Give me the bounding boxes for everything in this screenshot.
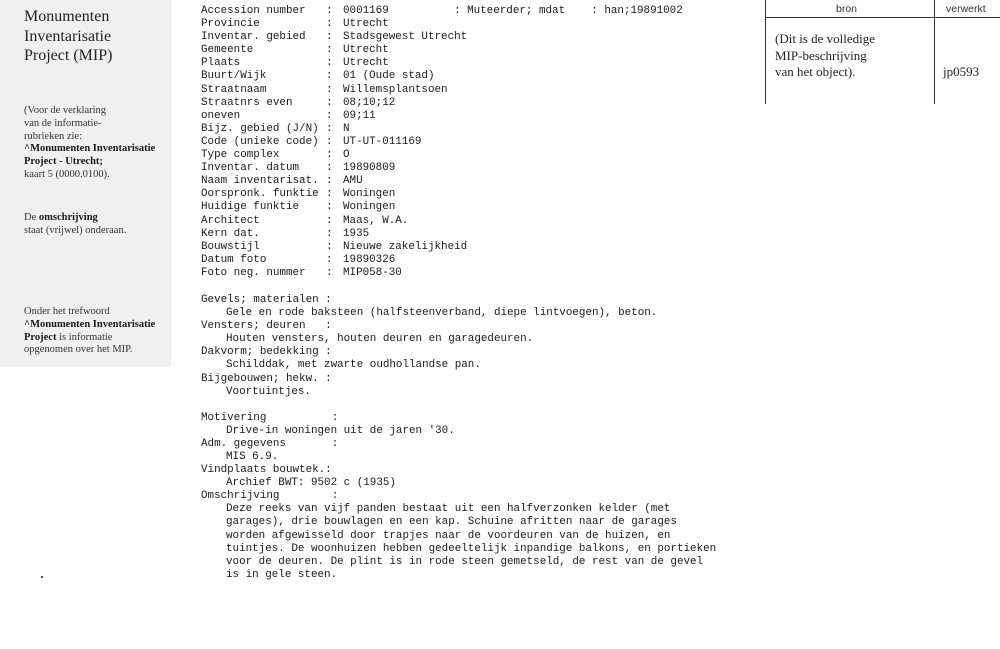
section-text-line: Archief BWT: 9502 c (1935)	[226, 477, 396, 490]
field-label: Code (unieke code)	[201, 135, 319, 148]
section-heading: Adm. gegevens :	[201, 437, 339, 450]
field-separator: :	[326, 253, 333, 266]
field-label: Naam inventarisat.	[201, 175, 319, 188]
field-value: Utrecht	[343, 18, 389, 31]
record-field-row	[201, 201, 716, 214]
record-field-row	[201, 57, 716, 70]
field-separator: :	[326, 5, 333, 17]
source-table	[765, 0, 1000, 104]
mip-sidebar	[0, 0, 171, 367]
bron-description: (Dit is de volledige MIP-beschrijving van het object).	[775, 31, 876, 79]
field-label: Bijz. gebied (J/N)	[201, 122, 319, 135]
field-label: Architect	[201, 214, 260, 227]
field-separator: :	[326, 122, 333, 135]
field-label: Provincie	[201, 18, 260, 31]
field-label: Straatnrs even	[201, 96, 293, 109]
table-border-left	[765, 0, 766, 104]
section-text-line: worden afgewisseld door trapjes naar de voordeuren van de huizen, en	[226, 529, 671, 542]
field-value: N	[343, 122, 350, 135]
sidebar-title: Monumenten Inventarisatie Project (MIP)	[24, 8, 113, 64]
section-text-line: Deze reeks van vijf panden bestaat uit een halfverzonken kelder (met	[226, 503, 671, 516]
field-separator: :	[326, 175, 333, 188]
record-field-row	[201, 70, 716, 83]
record-field-row	[201, 228, 716, 241]
section-text-line: is in gele steen.	[226, 568, 338, 581]
section-text-line: Houten vensters, houten deuren en garagedeuren.	[226, 333, 534, 346]
field-label: Bouwstijl	[201, 240, 260, 253]
section-heading: Omschrijving :	[201, 490, 339, 503]
sidebar-note-reference: (Voor de verklaring van de informatie- rubrieken zie: ^Monumenten Inventarisatie Project - Utrecht; kaart 5 (0000.0100).	[24, 105, 156, 180]
record-field-row	[201, 175, 716, 188]
field-value: Nieuwe zakelijkheid	[343, 240, 468, 253]
section-text-line: Schilddak, met zwarte oudhollandse pan.	[226, 359, 481, 372]
record-field-row	[201, 267, 716, 280]
field-separator: :	[326, 31, 333, 44]
section-heading: Vensters; deuren :	[201, 320, 332, 333]
field-separator: :	[326, 162, 333, 175]
table-header-divider	[765, 17, 1000, 18]
table-border-middle	[934, 0, 935, 104]
field-label: oneven	[201, 109, 241, 122]
field-separator: :	[326, 70, 333, 83]
record-field-row	[201, 136, 716, 149]
field-separator: :	[326, 96, 333, 109]
record-field-row	[201, 97, 716, 110]
section-text-line: voor de deuren. De plint is in rode steen gemetseld, de rest van de gevel	[226, 555, 704, 568]
record-field-row	[201, 44, 716, 57]
field-separator: :	[326, 18, 333, 31]
record-field-row	[201, 215, 716, 228]
field-separator: :	[326, 240, 333, 253]
field-value: 19890809	[343, 162, 396, 175]
field-separator: :	[326, 83, 333, 96]
record-field-row	[201, 110, 716, 123]
section-heading: Gevels; materialen :	[201, 293, 332, 306]
field-separator: :	[326, 109, 333, 122]
field-label: Inventar. datum	[201, 162, 300, 175]
header-verwerkt: verwerkt	[946, 3, 986, 15]
mip-record	[201, 5, 716, 582]
section-text-line: tuintjes. De woonhuizen hebben gedeeltelijk inpandige balkons, en portieken	[226, 542, 717, 555]
field-label: Type complex	[201, 149, 280, 162]
field-label: Datum foto	[201, 253, 267, 266]
section-text-line: garages), drie bouwlagen en een kap. Schuine afritten naar de garages	[226, 516, 677, 529]
field-value: 19890326	[343, 253, 396, 266]
section-heading: Motivering :	[201, 411, 339, 424]
section-text-line: MIS 6.9.	[226, 451, 279, 463]
section-text-line: Gele en rode baksteen (halfsteenverband, diepe lintvoegen), beton.	[226, 307, 658, 320]
field-separator: :	[326, 44, 333, 57]
field-value: 0001169	[343, 5, 389, 17]
record-sections	[201, 294, 716, 399]
field-value: AMU	[343, 175, 363, 188]
record-field-row	[201, 18, 716, 31]
record-field-row	[201, 123, 716, 136]
field-value: Woningen	[343, 188, 396, 201]
field-label: Gemeente	[201, 44, 254, 57]
field-separator: :	[326, 201, 333, 214]
record-field-row	[201, 84, 716, 97]
field-label: Huidige funktie	[201, 201, 300, 214]
header-bron: bron	[836, 3, 858, 15]
record-fields	[201, 5, 716, 280]
section-heading: Vindplaats bouwtek.:	[201, 464, 332, 477]
reference-link-text: ^Monumenten Inventarisatie	[24, 143, 156, 155]
scan-speck	[41, 576, 43, 578]
field-value: Utrecht	[343, 57, 389, 70]
section-text-line: Drive-in woningen uit de jaren '30.	[226, 424, 455, 437]
record-field-row	[201, 241, 716, 254]
field-value: Maas, W.A.	[343, 214, 409, 227]
field-separator: :	[326, 135, 333, 148]
field-separator: :	[326, 227, 333, 240]
field-label: Kern dat.	[201, 227, 260, 240]
field-label: Foto neg. nummer	[201, 266, 306, 279]
field-separator: :	[326, 57, 333, 70]
record-field-row	[201, 31, 716, 44]
sidebar-note-keyword: Onder het trefwoord ^Monumenten Inventarisatie Project is informatie opgenomen over het MIP.	[24, 306, 156, 356]
section-text-line: Voortuintjes.	[226, 385, 311, 398]
field-value: Willemsplantsoen	[343, 83, 448, 96]
verwerkt-code: jp0593	[943, 64, 980, 79]
field-separator: :	[326, 149, 333, 162]
field-value: 01 (Oude stad)	[343, 70, 435, 83]
field-separator: :	[326, 266, 333, 279]
field-label: Inventar. gebied	[201, 31, 306, 44]
field-label: Buurt/Wijk	[201, 70, 267, 83]
record-field-row	[201, 149, 716, 162]
field-value: 08;10;12	[343, 96, 396, 109]
field-label: Plaats	[201, 57, 241, 70]
section-heading: Bijgebouwen; hekw. :	[201, 372, 332, 385]
field-value: Utrecht	[343, 44, 389, 57]
field-label: Accession number	[201, 5, 306, 17]
field-value: Stadsgewest Utrecht	[343, 31, 468, 44]
section-heading: Dakvorm; bedekking :	[201, 346, 332, 359]
field-value: MIP058-30	[343, 266, 402, 279]
field-separator: :	[326, 214, 333, 227]
field-value: UT-UT-011169	[343, 135, 422, 148]
field-separator: :	[326, 188, 333, 201]
field-value: 1935	[343, 227, 370, 240]
record-sections-2	[201, 412, 716, 582]
field-value: Woningen	[343, 201, 396, 214]
field-value: O	[343, 149, 350, 162]
muteerder-field: : Muteerder; mdat : han;19891002	[454, 5, 683, 17]
record-field-row	[201, 188, 716, 201]
field-value: 09;11	[343, 109, 376, 122]
sidebar-note-description: De omschrijving staat (vrijwel) onderaan.	[24, 212, 127, 236]
field-label: Straatnaam	[201, 83, 267, 96]
field-label: Oorspronk. funktie	[201, 188, 319, 201]
record-field-row	[201, 254, 716, 267]
record-field-row	[201, 162, 716, 175]
